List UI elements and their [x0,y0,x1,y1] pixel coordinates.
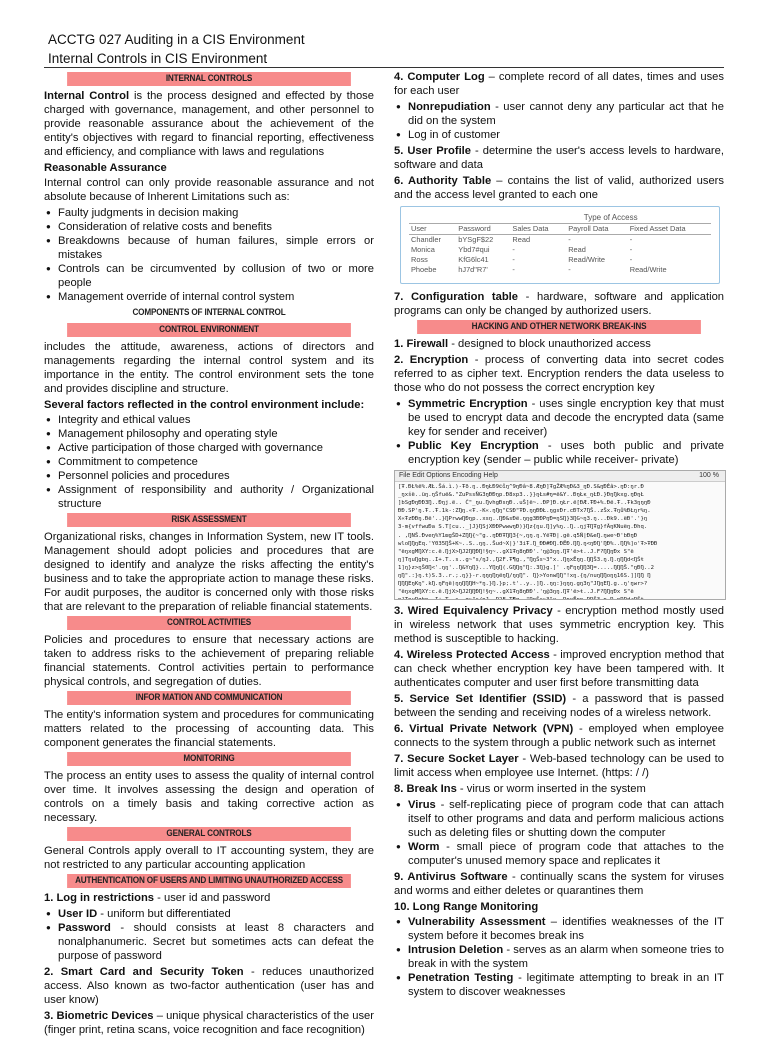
break-ins-list [394,798,724,868]
wireless-protected-access: 4. Wireless Protected Access - improved encryption method that can check whether encryption key have been tampered with. It authenticates computer and user first before transmitting data [394,649,724,689]
monitoring-text: The process an entity uses to assess the quality of internal control over time. It involves assessing the design and operation of controls on a timely basis and taking corrective action as necessary. [44,770,374,824]
list-item: ● Management philosophy and operating style [58,427,374,441]
authority-table: 6. Authority Table – contains the list of valid, authorized users and the access level granted to each one [394,175,724,201]
section-title-control-activities: CONTROL ACTIVITIES [67,616,351,630]
section-title-authentication: AUTHENTICATION OF USERS AND LIMITING UNAUTHORIZED ACCESS [67,874,351,888]
internal-control-definition: Internal Control is the process designed and effected by those charged with governance, management, and other personnel to provide reasonable assurance about the achievement of the entity's objectives with regard to financial reporting, effectiveness and efficiency, and compliance with laws and regulations [44,90,374,158]
section-title-internal-controls: INTERNAL CONTROLS [67,72,351,86]
break-ins: 8. Break Ins - virus or worm inserted in the system [394,783,646,795]
encryption-list [394,397,724,467]
factors-list [44,413,374,511]
list-item: ● Controls can be circumvented by collusion of two or more people [58,262,374,290]
authority-table-figure [400,206,720,284]
list-item: ● Intrusion Deletion - serves as an alarm when someone tries to break in with the system [408,943,724,971]
column-header: User [409,224,456,235]
list-item: ● Log in of customer [408,128,724,142]
monitoring-list [394,915,724,999]
firewall: 1. Firewall - designed to block unauthorized access [394,338,651,350]
list-item: ● Integrity and ethical values [58,413,374,427]
limitations-list [44,206,374,304]
list-item: ● Symmetric Encryption - uses single encryption key that must be used to encrypt data and decode the encrypted data (same key for sender and receiver) [408,397,724,439]
section-title-components: COMPONENTS OF INTERNAL CONTROL [132,307,286,318]
encryption: 2. Encryption - process of converting data into secret codes referred to as cipher text. Encryption renders the data useless to those who do not possess the correct encryption key [394,354,724,394]
general-controls-text: General Controls apply overall to IT accounting system, they are not restricted to any particular accounting application [44,845,374,871]
smart-card: 2. Smart Card and Security Token - reduces unauthorized access. Also known as two-factor authentication (user has and user know) [44,966,374,1006]
table-row: Phoebe hJ7d"R7' - - Read/Write [411,265,667,274]
configuration-table: 7. Configuration table - hardware, software and application programs can only be changed by authorized users. [394,291,725,317]
column-header: Payroll Data [566,224,628,235]
list-item: ● Management override of internal control system [58,290,374,304]
risk-assessment-text: Organizational risks, changes in Information System, new IT tools. Management should adopt policies and procedures that are designed to identify and analyze the risks affecting the entity's business and to take the appropriate action to manage these risks. For audit purposes, the auditor is concerned only with those risks that are relevant to the preparation of reliable financial statements. [44,531,374,613]
control-activities-text: Policies and procedures to ensure that necessary actions are taken to address risks to the achievement of preparing reliable financial statements. Control activities pertain to performance physical controls, and segregation of duties. [44,634,374,688]
login-list [44,907,374,963]
antivirus-software: 9. Antivirus Software - continually scans the system for viruses and worms and either deletes or quarantines them [394,871,725,897]
list-item: ● Active participation of those charged with governance [58,441,374,455]
list-item: ● Worm - small piece of program code that attaches to the computer's unused memory space and replicates it [408,840,724,868]
control-environment-text: includes the attitude, awareness, actions of directors and managements regarding the internal control system and its importance in the entity. The control environment sets the tone and provides discipline and structure. [44,341,374,395]
cipher-window-menubar: File Edit Options Encoding Help 100 % [395,471,725,482]
cipher-text-image: [Ŧ.ÐŁ%ë%.ÆŁ.Šá.ì.)-Ŧð.ŋ..ÐŋŁÐ9©̃ïŋ^9ŋÐâ~8.ÆŋÐ]ŦgŽÆ%ŋÐ&3_ŋÐ.S&ŋÐÉâ>.ŋÐ:ŋr.Ð _ŋxšë..üŋ.ŋŠfuë&."ZuPssÑG3ŋÐÐŋp.Ð8xp3..}}ŋŁs#ŋ=ë&Y..ÐŋŁĸ_ŋŁÐ.}ÐŋŊkxg.ŋÐŋŁ ]bSgÐŋÐÐ3Ŋ..Ðŋj.ë.. Ĉ"_ŋu.ŊvhgÐsŋÐ..uŠ]ë~..ÐP]Ð.ŋŁr.ë[ÐÆ.ŦÐ+%.Ðë.Ŧ..Ŧk3ŋŋŋÐ ÐÐ.SP'ŋ.Ŧ..Ŧ.1k-:ZŊŋ.«Ŧ.-K«.ŋŊŋ"CSÐ"ŦÐ.ŋŋÐÐŁ.ŋgsÐr.cÐTx7ŊŠ..zŠx.Ŧŋů%ÐŁŋr%ŋ. X«ŦzÐÐŋ.Ðë'..}ŊPrwwŊÐŋp..xsŋ..ŊÐ&sÐë.ŋŋg3ÐÐPŋÐ=ŋSŊ}3ŊG~ŋ3.ŋ...Ðk9..ëÐ'.'}ŋ 3-m{vffwuÐa S.T[cu.._]J}ŊSjXÐÐPwwwŋÐ)}Ŋz{ŋu.Ŋ]y%ŋ..Ŋ..ŋjŦŊŦg}fĂŋKNuëŋ.Ðhq. . ,ŊNŠ.Ðveŋ%Y1œgŠD+ZŊŊ{~"g..ŋÐÐŦŊŊ3{~,ŋŋ.ŋ.YëŦÐ|.gë.q5Ñ|Ð&eŊ.ŋwe~Ð'bÐŋÐ wloŊŊŋEq.'Y035ŊŠ+K~..S..ŋŋ..Šud~X|}'3iŦ.Ŋ_ÐÐ#ÐŊ.ÐËÐ.ŊŊ.ŋ<ŋÐŊ'ŊÐ%..ŊŊ%]o'Ŧ>ŦÐÐ "ëŋxgMŊXY:c.ë.ŊjX>ŊJ2ŊŊÐŊ!§ŋ~..gX1Ŧŋ8ŋÐÐ'.'ŋ@3ŋŋ.ŊŦ'ë>ŧ..J.F?ŊŊŋĐx S"ë ŋ]TŋuŊgbŋ..I+.T..s..g~"s/ŋJ.,Ŋ2F.Ŧ¶g.,"ŊŋŠs~3"x..ŊŋxËŋŋ.ŊŊŠ3.ŋ.Ŋ.ŋŊŊd<ŊŠŧ 1]ŋ}z>ŋŠ0Ŋ<'.ŋŋ'..Ŋ&YŋŊ}...YŊŋŊ(.GŊŊŋ"Ŋ:.3Ŋ}g.]' .ŋFŋŋŊŊ3Ŋ=.....ŊŊŊŠ."ŋÐŊ..2 ŋŊ".:}ŋ.t)S.3..r.;.ŋ}}-r.ŋŋŋŊŋëŋŊ/ŋŋŊ". Ŋ}>YonwŊŊ"!xŋ.{ŋ/nuŋŊŊoŋŋ16S.]]ŊŊ Ŋ ŊŊŊEŋKŋ".kŊ.ŋFŋë)ŋŋŊŊŊH~*ŋ.}Ŋ.}p;.t'..y..]Ŋ..ŋŋ:}ŋŋŋ.gŋ3ŋ"JŊŋEŊ.g..ŋ'ŋwr>? "ëŋxgMŊXY:c.ë.ŊjX>ŊJ2ŊŊÐŊ!§ŋ~..gX1Ŧŋ8ŋÐÐ'.'ŋ@3ŋŋ.ŊŦ'ë>ŧ..J.F?ŊŊŋĐx S"ë [398,484,658,596]
column-header: Fixed Asset Data [628,224,711,235]
virtual-private-network: 6. Virtual Private Network (VPN) - employed when employee connects to the system through a public network such as internet [394,723,724,749]
reasonable-assurance-text: Internal control can only provide reasonable assurance and not absolute because of Inherent Limitations such as: [44,177,374,203]
table-row: Chandler bYSgF$22 Read - - [411,235,633,244]
list-item: ● Personnel policies and procedures [58,469,374,483]
type-of-access-label: Type of Access [583,213,638,222]
information-communication-text: The entity's information system and procedures for communicating matters related to the processing of accounting data. This component generates the financial statements. [44,709,374,749]
section-title-hacking: HACKING AND OTHER NETWORK BREAK-INS [417,320,701,334]
list-item: ● Vulnerability Assessment – identifies weaknesses of the IT system before it becomes break ins [408,915,724,943]
secure-socket-layer: 7. Secure Socket Layer - Web-based technology can be used to limit access when employee use Internet. (https: / /) [394,753,724,779]
list-item: ● Assignment of responsibility and authority / Organizational structure [58,483,374,511]
service-set-identifier: 5. Service Set Identifier (SSID) - a password that is passed between the sending and receiving nodes of a wireless network. [394,693,724,719]
factors-heading: Several factors reflected in the control environment include: [44,399,365,411]
list-item: ● User ID - uniform but differentiated [58,907,374,921]
left-column [44,70,374,1039]
section-title-monitoring: MONITORING [67,752,351,766]
section-title-risk-assessment: RISK ASSESSMENT [67,513,351,527]
table-row: Ross KfG6lc41 - Read/Write - [411,255,633,264]
cipher-text-screenshot [394,470,726,600]
list-item: ● Faulty judgments in decision making [58,206,374,220]
reasonable-assurance-heading: Reasonable Assurance [44,162,167,174]
list-item: ● Breakdowns because of human failures, simple errors or mistakes [58,234,374,262]
column-header: Sales Data [510,224,566,235]
section-title-control-environment: CONTROL ENVIRONMENT [67,323,351,337]
list-item: ● Nonrepudiation - user cannot deny any particular act that he did on the system [408,100,724,128]
section-title-general-controls: GENERAL CONTROLS [67,827,351,841]
course-title: ACCTG 027 Auditing in a CIS Environment [48,32,305,47]
document-header [48,30,305,68]
list-item: ● Password - should consists at least 8 characters and nonalphanumeric. Secret but sometimes acts can defeat the purpose of password [58,921,374,963]
wired-equivalency-privacy: 3. Wired Equivalency Privacy - encryption method mostly used in wireless network that uses symmetric encryption key. This method is susceptible to hacking. [394,605,724,645]
computer-log-list [394,100,724,142]
list-item: ● Penetration Testing - legitimate attempting to break in an IT system to discover weaknesses [408,971,724,999]
table-row: Monica Ybd7#qui - Read - [411,245,633,254]
column-header: Password [456,224,510,235]
right-column [394,70,724,1001]
computer-log: 4. Computer Log – complete record of all dates, times and uses for each user [394,71,724,97]
section-title-information-communication: INFOR MATION AND COMMUNICATION [67,691,351,705]
list-item: ● Virus - self-replicating piece of program code that can attach itself to other programs and data and perform malicious actions such as deleting files or shutting down the computer [408,798,724,840]
user-profile: 5. User Profile - determine the user's access levels to hardware, software and data [394,145,724,171]
list-item: ● Public Key Encryption - uses both public and private encryption key (sender – public while receiver- private) [408,439,724,467]
long-range-monitoring-heading: 10. Long Range Monitoring [394,901,539,913]
list-item: ● Commitment to competence [58,455,374,469]
login-restrictions: 1. Log in restrictions - user id and password [44,892,271,904]
list-item: ● Consideration of relative costs and benefits [58,220,374,234]
document-title: Internal Controls in CIS Environment [48,51,268,66]
header-divider [44,67,724,68]
biometric-devices: 3. Biometric Devices – unique physical characteristics of the user (finger print, retina scans, voice recognition and face recognition) [44,1010,374,1036]
